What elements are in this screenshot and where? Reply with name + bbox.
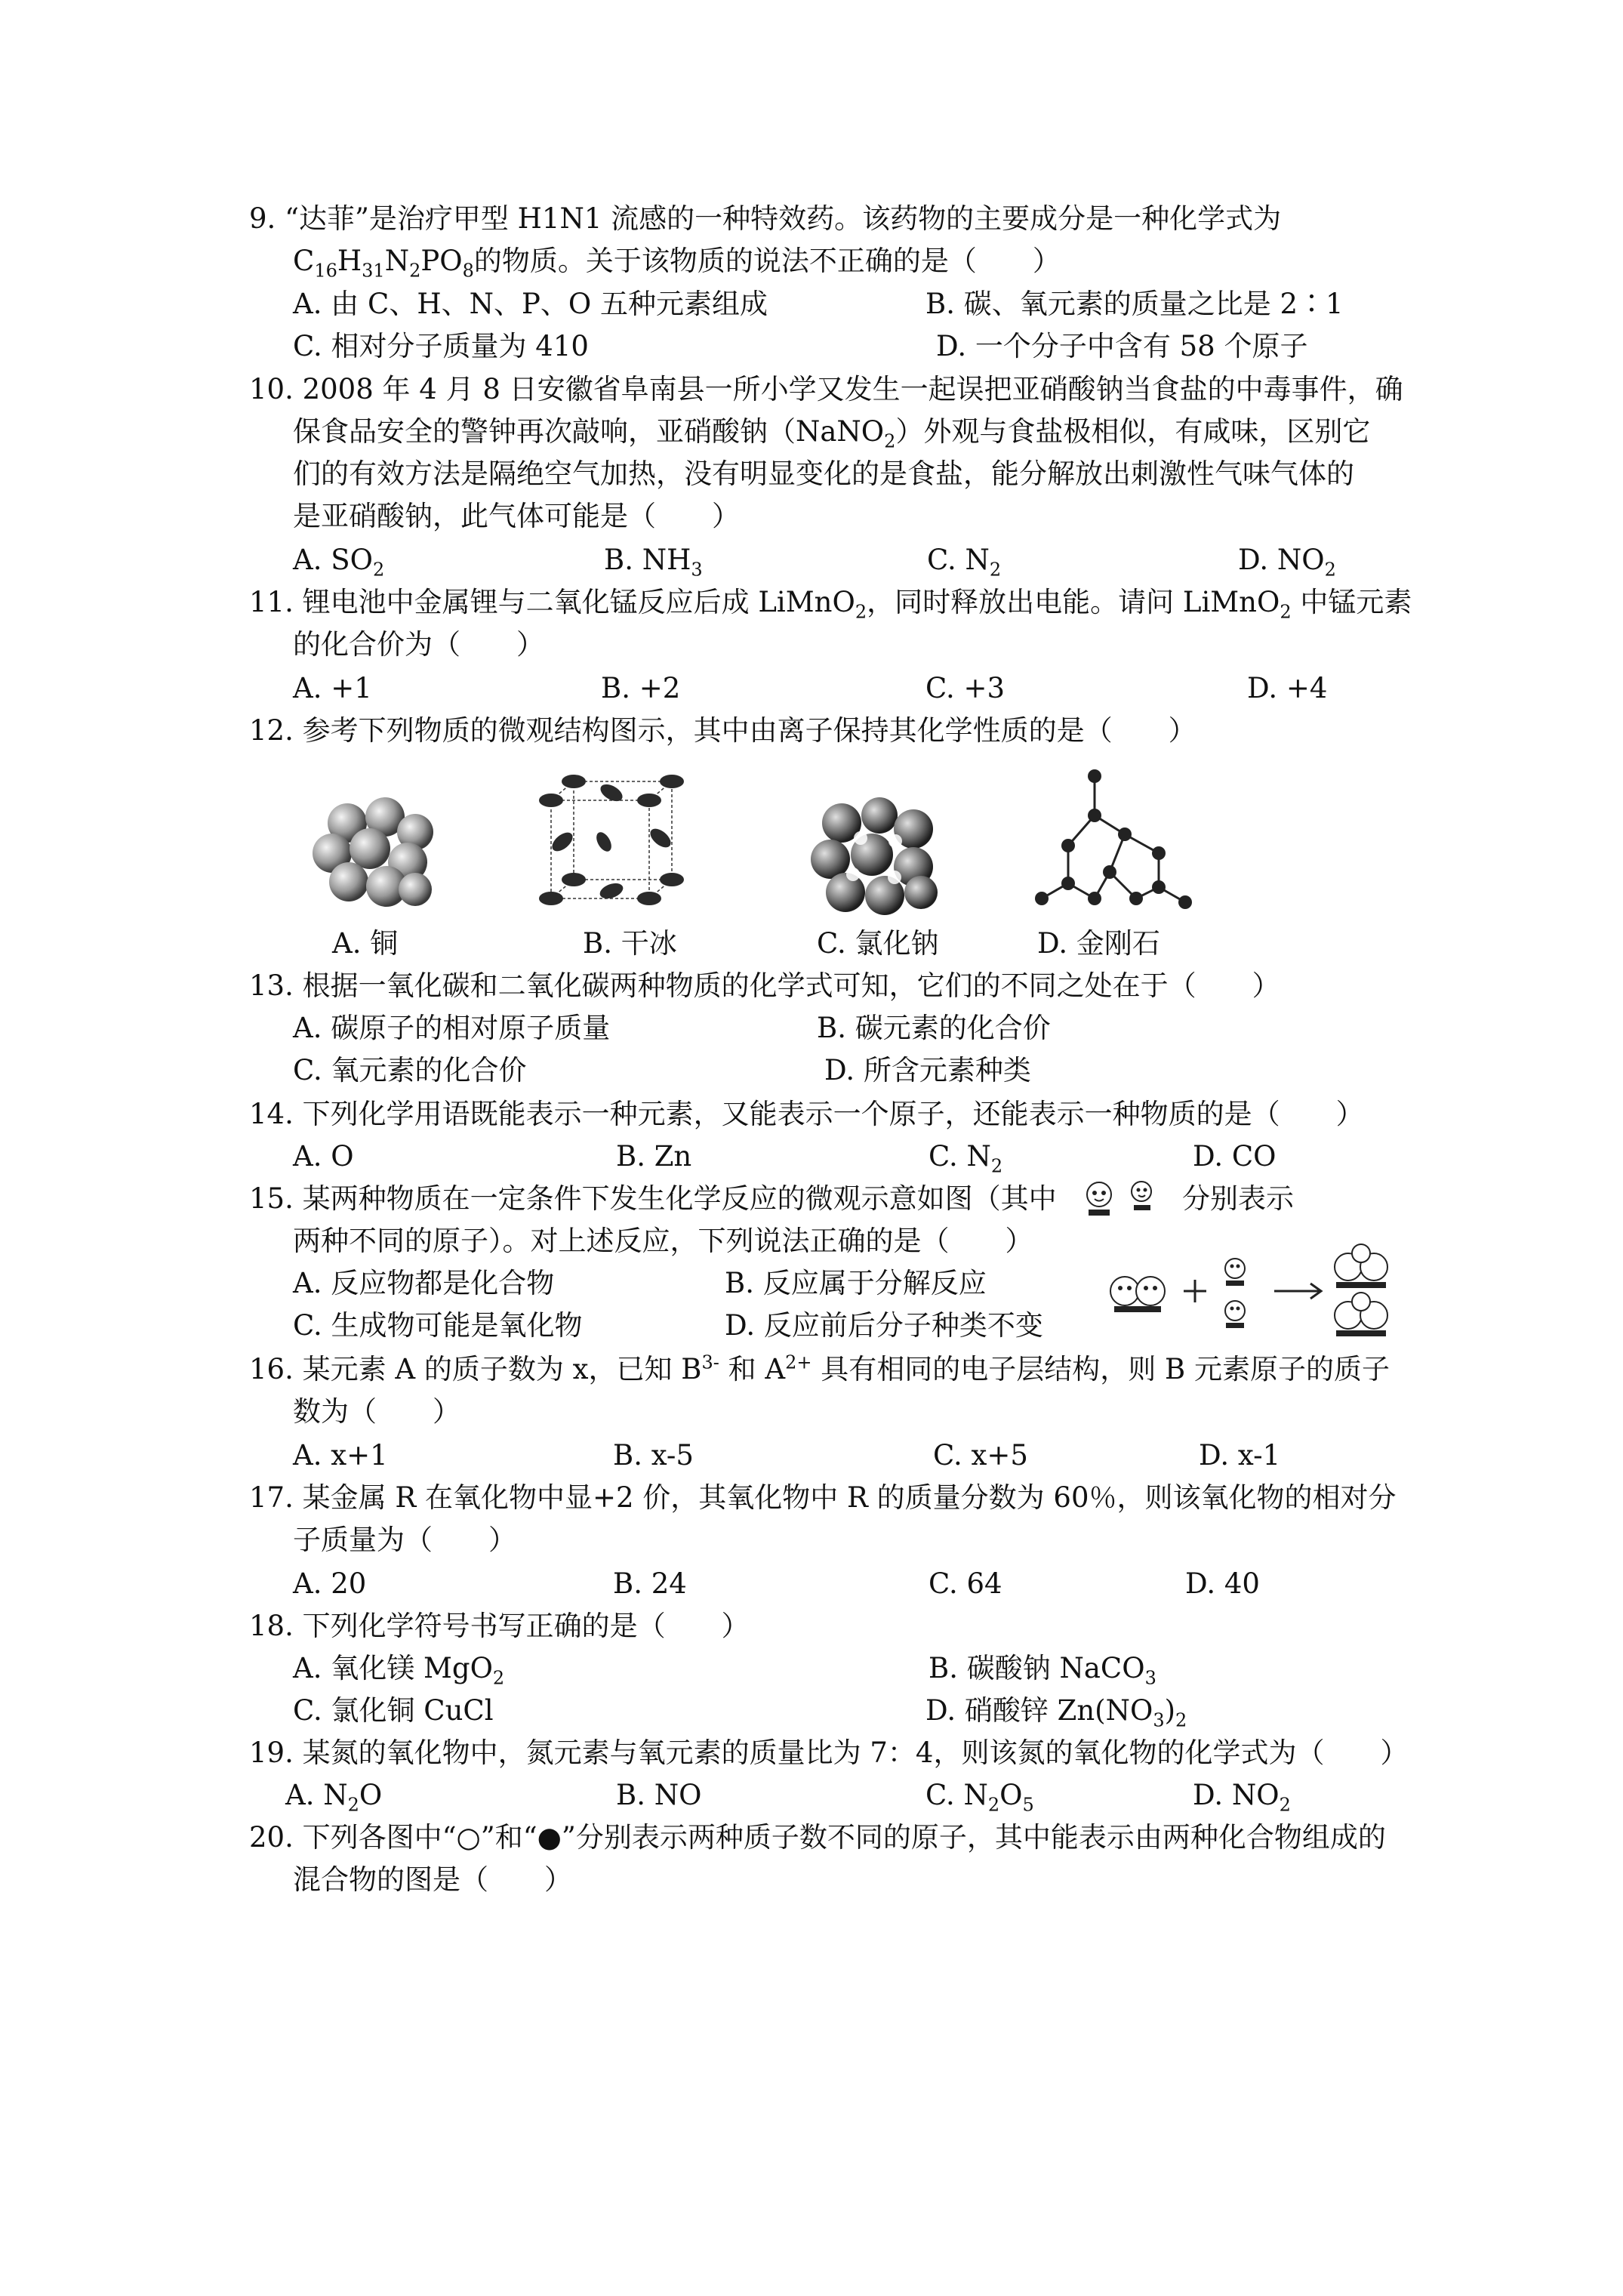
q11-option-c: C. +3 — [925, 672, 1006, 704]
q20-stem-line1: 20. 下列各图中“○”和“●”分别表示两种质子数不同的原子，其中能表示由两种化合物组成的 — [249, 1821, 1386, 1854]
q9-stem-line2: $C_{16}H_{31}N_2PO_8$的物质。关于该物质的说法不正确的是（ ） — [293, 245, 1061, 282]
q10-option-a: A. $SO_2$ — [293, 544, 385, 581]
q18-option-c: C. 氯化铜 CuCl — [293, 1694, 494, 1727]
q11-stem-line2: 的化合价为（ ） — [293, 628, 544, 661]
q19-option-c: C. $N_2O_5$ — [925, 1779, 1034, 1816]
q15-stem-line1-start: 15. 某两种物质在一定条件下发生化学反应的微观示意如图（其中 — [249, 1182, 1057, 1215]
q17-stem-line1: 17. 某金属 R 在氧化物中显+2 价，其氧化物中 R 的质量分数为 60％，则该氧化物的相对分 — [249, 1481, 1397, 1514]
q13-stem-line1: 13. 根据一氧化碳和二氧化碳两种物质的化学式可知，它们的不同之处在于（ ） — [249, 969, 1280, 1002]
q13-option-b: B. 碳元素的化合价 — [817, 1012, 1051, 1044]
q13-option-a: A. 碳原子的相对原子质量 — [293, 1012, 611, 1044]
q9-option-b: B. 碳、氧元素的质量之比是 2∶1 — [925, 288, 1344, 320]
q10-stem-line2: 保食品安全的警钟再次敲响，亚硝酸钠（NaNO$_2$）外观与食盐极相似，有咸味，区别它 — [293, 415, 1371, 452]
q17-option-c: C. 64 — [929, 1567, 1002, 1600]
q18-option-a: A. 氧化镁 MgO$_2$ — [293, 1652, 505, 1689]
q17-option-b: B. 24 — [613, 1567, 687, 1600]
q15-option-d: D. 反应前后分子种类不变 — [725, 1309, 1043, 1342]
q17-stem-line2: 子质量为（ ） — [293, 1524, 516, 1556]
sodium-chloride-structure-figure — [800, 793, 951, 921]
q10-stem-line1: 10. 2008 年 4 月 8 日安徽省阜南县一所小学又发生一起误把亚硝酸钠当食盐的中毒事件，确 — [249, 373, 1403, 405]
q10-option-c: C. $N_2$ — [927, 544, 1002, 581]
q12-option-a: A. 铜 — [332, 927, 399, 960]
q16-option-b: B. x-5 — [613, 1439, 694, 1472]
q15-option-b: B. 反应属于分解反应 — [725, 1267, 987, 1299]
q13-option-c: C. 氧元素的化合价 — [293, 1054, 527, 1086]
q9-option-a: A. 由 C、H、N、P、O 五种元素组成 — [293, 288, 768, 320]
q12-stem-line1: 12. 参考下列物质的微观结构图示，其中由离子保持其化学性质的是（ ） — [249, 714, 1196, 747]
reaction-diagram-figure — [1108, 1238, 1410, 1344]
q14-option-c: C. $N_2$ — [929, 1140, 1003, 1177]
q16-stem-line2: 数为（ ） — [293, 1395, 460, 1428]
q12-option-c: C. 氯化钠 — [817, 927, 939, 960]
q12-option-b: B. 干冰 — [583, 927, 677, 960]
q10-option-d: D. $NO_2$ — [1238, 544, 1336, 581]
q15-option-a: A. 反应物都是化合物 — [293, 1267, 555, 1299]
dry-ice-structure-figure — [528, 770, 694, 921]
q9-stem-line1: 9. “达菲”是治疗甲型 H1N1 流感的一种特效药。该药物的主要成分是一种化学式为 — [249, 202, 1282, 235]
q12-option-d: D. 金刚石 — [1037, 927, 1160, 960]
q16-stem-line1: 16. 某元素 A 的质子数为 x，已知 $B^{3-}$ 和 $A^{2+}$ 具有相同的电子层结构，则 B 元素原子的质子 — [249, 1351, 1390, 1385]
q16-option-c: C. x+5 — [933, 1439, 1028, 1472]
q15-option-c: C. 生成物可能是氧化物 — [293, 1309, 583, 1342]
q15-stem-line2: 两种不同的原子）。对上述反应，下列说法正确的是（ ） — [293, 1225, 1033, 1257]
q17-option-a: A. 20 — [293, 1567, 367, 1600]
q14-option-d: D. CO — [1193, 1140, 1277, 1173]
q11-option-b: B. +2 — [601, 672, 681, 704]
q10-option-b: B. $NH_3$ — [604, 544, 703, 581]
q14-option-a: A. O — [293, 1140, 354, 1173]
q11-option-a: A. +1 — [293, 672, 372, 704]
q16-option-d: D. x-1 — [1199, 1439, 1281, 1472]
q9-option-d: D. 一个分子中含有 58 个原子 — [936, 330, 1308, 362]
q13-option-d: D. 所含元素种类 — [824, 1054, 1031, 1086]
q10-stem-line3: 们的有效方法是隔绝空气加热，没有明显变化的是食盐，能分解放出刺激性气味气体的 — [293, 458, 1354, 490]
q19-option-a: A. $N_2O$ — [285, 1779, 383, 1816]
copper-structure-figure — [302, 793, 445, 914]
q19-stem-line1: 19. 某氮的氧化物中，氮元素与氧元素的质量比为 7：4，则该氮的氧化物的化学式为（ ） — [249, 1737, 1409, 1769]
atom-legend-figure — [1081, 1173, 1164, 1223]
q9-option-c: C. 相对分子质量为 410 — [293, 330, 589, 362]
diamond-structure-figure — [1027, 763, 1200, 921]
q18-option-b: B. 碳酸钠 NaCO$_3$ — [929, 1652, 1156, 1689]
q20-stem-line2: 混合物的图是（ ） — [293, 1863, 572, 1896]
q19-option-b: B. NO — [616, 1779, 702, 1811]
q15-stem-line1-end: 分别表示 — [1182, 1182, 1294, 1215]
q18-stem-line1: 18. 下列化学符号书写正确的是（ ） — [249, 1610, 750, 1642]
q17-option-d: D. 40 — [1185, 1567, 1260, 1600]
q18-option-d: D. 硝酸锌 $Zn(NO_3)_2$ — [925, 1694, 1187, 1731]
q14-option-b: B. Zn — [616, 1140, 692, 1173]
q11-stem-line1: 11. 锂电池中金属锂与二氧化锰反应后成 LiMnO$_2$，同时释放出电能。请问 LiMnO$_2$ 中锰元素 — [249, 586, 1412, 623]
q14-stem-line1: 14. 下列化学用语既能表示一种元素，又能表示一个原子，还能表示一种物质的是（ ） — [249, 1098, 1364, 1130]
q11-option-d: D. +4 — [1247, 672, 1328, 704]
q16-option-a: A. x+1 — [293, 1439, 388, 1472]
q10-stem-line4: 是亚硝酸钠，此气体可能是（ ） — [293, 500, 740, 532]
q19-option-d: D. $NO_2$ — [1193, 1779, 1291, 1816]
